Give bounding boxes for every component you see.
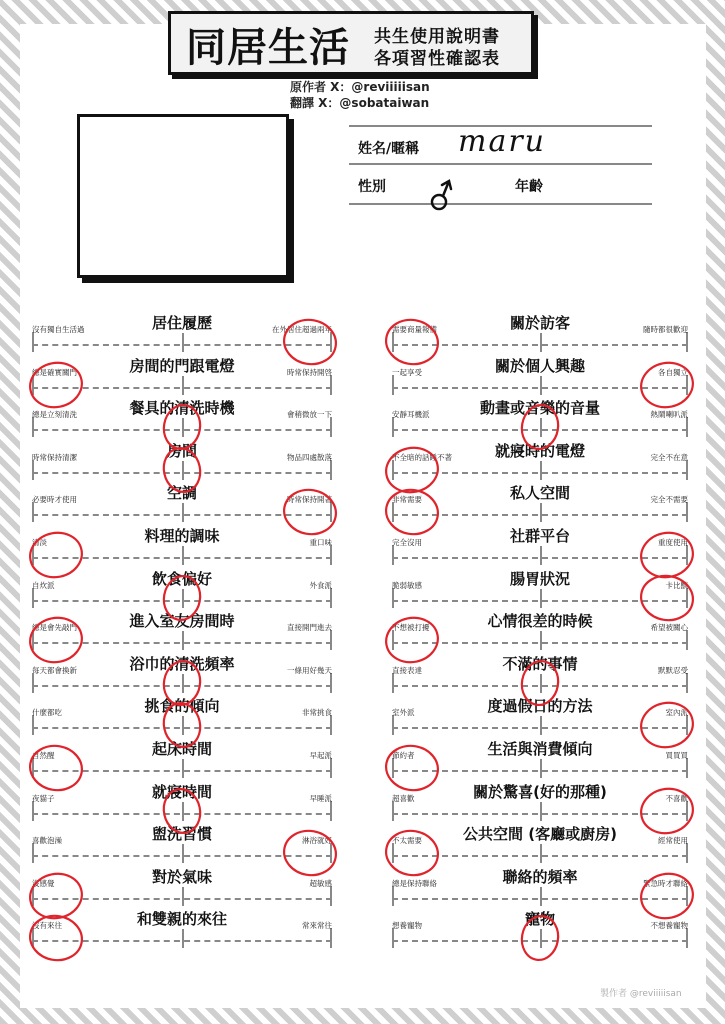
option-right-label: 時常保持開著	[287, 495, 332, 504]
habit-row	[32, 357, 332, 393]
habit-title: 不滿的事情	[499, 653, 580, 674]
scale-tick-left[interactable]	[392, 588, 394, 608]
scale-tick-left[interactable]	[32, 715, 34, 735]
option-left-label: 總是保持聯絡	[392, 879, 437, 888]
habit-title: 社群平台	[507, 525, 573, 546]
option-right-label: 早起派	[309, 751, 332, 760]
scale-tick-right[interactable]	[330, 460, 332, 480]
scale-tick-right[interactable]	[330, 502, 332, 522]
scale-tick-center[interactable]	[182, 588, 184, 608]
footer-credit: 製作者 @reviiiiisan	[600, 989, 682, 999]
scale-tick-center[interactable]	[182, 460, 184, 480]
habit-title: 關於個人興趣	[492, 355, 588, 376]
scale-tick-right[interactable]	[330, 630, 332, 650]
scale-tick-right[interactable]	[686, 460, 688, 480]
scale-tick-right[interactable]	[330, 375, 332, 395]
option-right-label: 重度使用	[658, 538, 688, 547]
option-left-label: 安靜耳機派	[392, 410, 430, 419]
habit-title: 餐具的清洗時機	[126, 397, 237, 418]
info-line-bottom	[349, 203, 652, 205]
habit-title: 心情很差的時候	[484, 610, 595, 631]
option-left-label: 自然醒	[32, 751, 55, 760]
scale-tick-left[interactable]	[32, 332, 34, 352]
scale-tick-right[interactable]	[686, 673, 688, 693]
option-right-label: 物品四處散落	[287, 453, 332, 462]
habit-row	[392, 697, 688, 733]
photo-box[interactable]	[77, 114, 289, 278]
habit-title: 飲食偏好	[149, 568, 215, 589]
scale-tick-center[interactable]	[182, 630, 184, 650]
option-left-label: 必要時才使用	[32, 495, 77, 504]
habit-title: 就寢時間	[149, 781, 215, 802]
habit-row	[392, 612, 688, 648]
scale-tick-left[interactable]	[392, 886, 394, 906]
option-right-label: 熱鬧喇叭派	[650, 410, 688, 419]
habit-title: 浴巾的清洗頻率	[126, 653, 237, 674]
option-left-label: 不全暗的話睡不著	[392, 453, 452, 462]
habit-row	[32, 740, 332, 776]
option-left-label: 需要商量報備	[392, 325, 437, 334]
scale-tick-center[interactable]	[182, 502, 184, 522]
scale-tick-center[interactable]	[540, 332, 542, 352]
option-left-label: 直接表達	[392, 666, 422, 675]
scale-tick-right[interactable]	[330, 332, 332, 352]
habit-title: 寵物	[522, 908, 558, 929]
habit-title: 空調	[164, 482, 200, 503]
habit-row	[392, 484, 688, 520]
scale-tick-center[interactable]	[540, 758, 542, 778]
scale-tick-center[interactable]	[540, 673, 542, 693]
scale-tick-left[interactable]	[392, 673, 394, 693]
scale-tick-center[interactable]	[182, 758, 184, 778]
scale-tick-left[interactable]	[392, 630, 394, 650]
scale-tick-left[interactable]	[392, 843, 394, 863]
option-right-label: 早睡派	[309, 794, 332, 803]
habit-row	[32, 399, 332, 435]
option-left-label: 節約者	[392, 751, 415, 760]
option-right-label: 緊急時才聯絡	[643, 879, 688, 888]
option-left-label: 總是確實關門	[32, 368, 77, 377]
habit-row	[392, 655, 688, 691]
option-right-label: 一條用好幾天	[287, 666, 332, 675]
scale-tick-center[interactable]	[182, 332, 184, 352]
scale-tick-center[interactable]	[540, 502, 542, 522]
habit-row	[32, 910, 332, 946]
option-right-label: 在外居住超過兩年	[272, 325, 332, 334]
scale-tick-right[interactable]	[686, 630, 688, 650]
scale-tick-right[interactable]	[686, 417, 688, 437]
scale-tick-right[interactable]	[686, 801, 688, 821]
scale-tick-right[interactable]	[686, 928, 688, 948]
scale-tick-center[interactable]	[540, 630, 542, 650]
scale-tick-center[interactable]	[540, 928, 542, 948]
male-symbol-icon	[429, 176, 455, 212]
author-credit: 原作者 X：@reviiiiisan	[290, 80, 430, 94]
option-right-label: 完全不在意	[650, 453, 688, 462]
scale-tick-right[interactable]	[330, 801, 332, 821]
scale-tick-right[interactable]	[330, 545, 332, 565]
option-right-label: 默默忍受	[658, 666, 688, 675]
scale-tick-center[interactable]	[182, 545, 184, 565]
scale-tick-left[interactable]	[392, 460, 394, 480]
scale-tick-center[interactable]	[540, 843, 542, 863]
option-left-label: 每天都會換新	[32, 666, 77, 675]
option-left-label: 室外派	[392, 708, 415, 717]
habit-row	[392, 868, 688, 904]
option-left-label: 什麼都吃	[32, 708, 62, 717]
habit-title: 度過假日的方法	[484, 695, 595, 716]
habit-row	[392, 527, 688, 563]
habit-title: 聯絡的頻率	[499, 866, 580, 887]
scale-tick-right[interactable]	[330, 588, 332, 608]
age-label: 年齡	[515, 179, 543, 195]
scale-tick-left[interactable]	[32, 417, 34, 437]
habit-title: 挑食的傾向	[141, 695, 222, 716]
scale-tick-left[interactable]	[392, 417, 394, 437]
option-left-label: 總是立刻清洗	[32, 410, 77, 419]
option-right-label: 室內派	[665, 708, 688, 717]
habit-title: 腸胃狀況	[507, 568, 573, 589]
scale-tick-right[interactable]	[330, 715, 332, 735]
habit-title: 居住履歷	[149, 312, 215, 333]
scale-tick-right[interactable]	[686, 588, 688, 608]
habit-row	[32, 825, 332, 861]
option-right-label: 卡比獸	[665, 581, 688, 590]
scale-tick-center[interactable]	[540, 801, 542, 821]
habit-row	[392, 357, 688, 393]
scale-tick-left[interactable]	[32, 928, 34, 948]
habit-row	[32, 783, 332, 819]
scale-tick-left[interactable]	[32, 886, 34, 906]
scale-tick-left[interactable]	[32, 545, 34, 565]
scale-tick-left[interactable]	[32, 673, 34, 693]
option-left-label: 沒感覺	[32, 879, 55, 888]
scale-tick-left[interactable]	[392, 928, 394, 948]
option-left-label: 完全沒用	[392, 538, 422, 547]
scale-tick-center[interactable]	[540, 417, 542, 437]
scale-tick-right[interactable]	[330, 886, 332, 906]
habit-title: 生活與消費傾向	[484, 738, 595, 759]
habit-title: 進入室友房間時	[126, 610, 237, 631]
scale-tick-right[interactable]	[686, 886, 688, 906]
option-left-label: 想養寵物	[392, 921, 422, 930]
habit-title: 起床時間	[149, 738, 215, 759]
scale-tick-left[interactable]	[392, 332, 394, 352]
option-right-label: 隨時都很歡迎	[643, 325, 688, 334]
scale-tick-left[interactable]	[392, 545, 394, 565]
scale-tick-left[interactable]	[392, 502, 394, 522]
habit-row	[32, 527, 332, 563]
habit-row	[392, 825, 688, 861]
option-left-label: 不太需要	[392, 836, 422, 845]
option-left-label: 時常保持清潔	[32, 453, 77, 462]
option-right-label: 完全不需要	[650, 495, 688, 504]
habit-row	[32, 314, 332, 350]
option-left-label: 清淡	[32, 538, 47, 547]
scale-tick-center[interactable]	[540, 886, 542, 906]
scale-tick-left[interactable]	[392, 801, 394, 821]
option-right-label: 希望被關心	[650, 623, 688, 632]
habit-title: 關於驚喜(好的那種)	[470, 781, 610, 802]
scale-tick-center[interactable]	[540, 545, 542, 565]
habit-row	[392, 740, 688, 776]
scale-tick-right[interactable]	[330, 928, 332, 948]
option-right-label: 外食派	[309, 581, 332, 590]
option-right-label: 淋浴就好	[302, 836, 332, 845]
option-right-label: 經常使用	[658, 836, 688, 845]
option-left-label: 夜貓子	[32, 794, 55, 803]
scale-tick-right[interactable]	[686, 715, 688, 735]
name-value[interactable]: maru	[458, 124, 546, 159]
option-right-label: 超敏感	[309, 879, 332, 888]
habit-row	[392, 783, 688, 819]
option-left-label: 喜歡泡澡	[32, 836, 62, 845]
scale-tick-center[interactable]	[540, 588, 542, 608]
scale-tick-right[interactable]	[330, 843, 332, 863]
habit-title: 和雙親的來往	[134, 908, 230, 929]
scale-tick-right[interactable]	[686, 758, 688, 778]
habit-title: 關於訪客	[507, 312, 573, 333]
habit-row	[32, 868, 332, 904]
scale-tick-center[interactable]	[540, 375, 542, 395]
scale-tick-center[interactable]	[540, 460, 542, 480]
option-right-label: 重口味	[309, 538, 332, 547]
option-left-label: 超喜歡	[392, 794, 415, 803]
habit-row	[392, 910, 688, 946]
page-subtitle-1: 共生使用說明書	[374, 27, 500, 47]
habit-row	[32, 484, 332, 520]
option-right-label: 非常挑食	[302, 708, 332, 717]
habit-title: 動畫或音樂的音量	[477, 397, 603, 418]
habit-title: 房間的門跟電燈	[126, 355, 237, 376]
option-left-label: 非常需要	[392, 495, 422, 504]
scale-tick-left[interactable]	[32, 843, 34, 863]
habit-title: 對於氣味	[149, 866, 215, 887]
habit-row	[32, 442, 332, 478]
scale-tick-right[interactable]	[686, 545, 688, 565]
option-right-label: 會稍微放一下	[287, 410, 332, 419]
scale-tick-center[interactable]	[540, 715, 542, 735]
scale-tick-center[interactable]	[182, 417, 184, 437]
option-left-label: 自炊派	[32, 581, 55, 590]
scale-tick-left[interactable]	[32, 630, 34, 650]
scale-tick-left[interactable]	[32, 801, 34, 821]
habit-row	[32, 697, 332, 733]
scale-tick-left[interactable]	[32, 502, 34, 522]
option-left-label: 沒有獨自生活過	[32, 325, 85, 334]
scale-tick-right[interactable]	[686, 843, 688, 863]
habit-title: 盥洗習慣	[149, 823, 215, 844]
page-subtitle-2: 各項習性確認表	[374, 49, 500, 69]
translator-credit: 翻譯 X：@sobataiwan	[290, 96, 430, 110]
gender-label: 性別	[358, 179, 386, 195]
option-right-label: 各自獨立	[658, 368, 688, 377]
scale-tick-left[interactable]	[392, 715, 394, 735]
scale-tick-left[interactable]	[392, 758, 394, 778]
habit-row	[32, 570, 332, 606]
scale-tick-center[interactable]	[182, 673, 184, 693]
scale-tick-right[interactable]	[330, 417, 332, 437]
habit-row	[32, 655, 332, 691]
habit-row	[392, 442, 688, 478]
scale-tick-left[interactable]	[32, 758, 34, 778]
option-right-label: 時常保持開啓	[287, 368, 332, 377]
option-right-label: 直接開門進去	[287, 623, 332, 632]
option-right-label: 常來常往	[302, 921, 332, 930]
option-right-label: 不喜歡	[665, 794, 688, 803]
scale-tick-center[interactable]	[182, 715, 184, 735]
habit-title: 公共空間 (客廳或廚房)	[460, 823, 620, 844]
scale-tick-right[interactable]	[686, 332, 688, 352]
habit-title: 料理的調味	[141, 525, 222, 546]
scale-tick-left[interactable]	[392, 375, 394, 395]
scale-tick-left[interactable]	[32, 588, 34, 608]
option-left-label: 一起享受	[392, 368, 422, 377]
habit-title: 房間	[164, 440, 200, 461]
scale-tick-left[interactable]	[32, 375, 34, 395]
option-left-label: 沒有來往	[32, 921, 62, 930]
option-left-label: 總是會先敲門	[32, 623, 77, 632]
scale-tick-center[interactable]	[182, 375, 184, 395]
option-left-label: 脆弱敏感	[392, 581, 422, 590]
name-label: 姓名/暱稱	[358, 141, 420, 157]
option-right-label: 不想養寵物	[650, 921, 688, 930]
scale-tick-center[interactable]	[182, 886, 184, 906]
option-left-label: 不想被打擾	[392, 623, 430, 632]
habit-row	[392, 570, 688, 606]
scale-tick-right[interactable]	[330, 673, 332, 693]
habit-title: 私人空間	[507, 482, 573, 503]
info-line-middle	[349, 163, 652, 165]
scale-tick-left[interactable]	[32, 460, 34, 480]
scale-tick-right[interactable]	[330, 758, 332, 778]
scale-tick-right[interactable]	[686, 375, 688, 395]
habit-row	[32, 612, 332, 648]
option-right-label: 買買買	[665, 751, 688, 760]
scale-tick-center[interactable]	[182, 928, 184, 948]
page-title: 同居生活	[186, 25, 350, 71]
habit-title: 就寢時的電燈	[492, 440, 588, 461]
scale-tick-center[interactable]	[182, 801, 184, 821]
habit-row	[392, 314, 688, 350]
scale-tick-center[interactable]	[182, 843, 184, 863]
scale-tick-right[interactable]	[686, 502, 688, 522]
habit-row	[392, 399, 688, 435]
